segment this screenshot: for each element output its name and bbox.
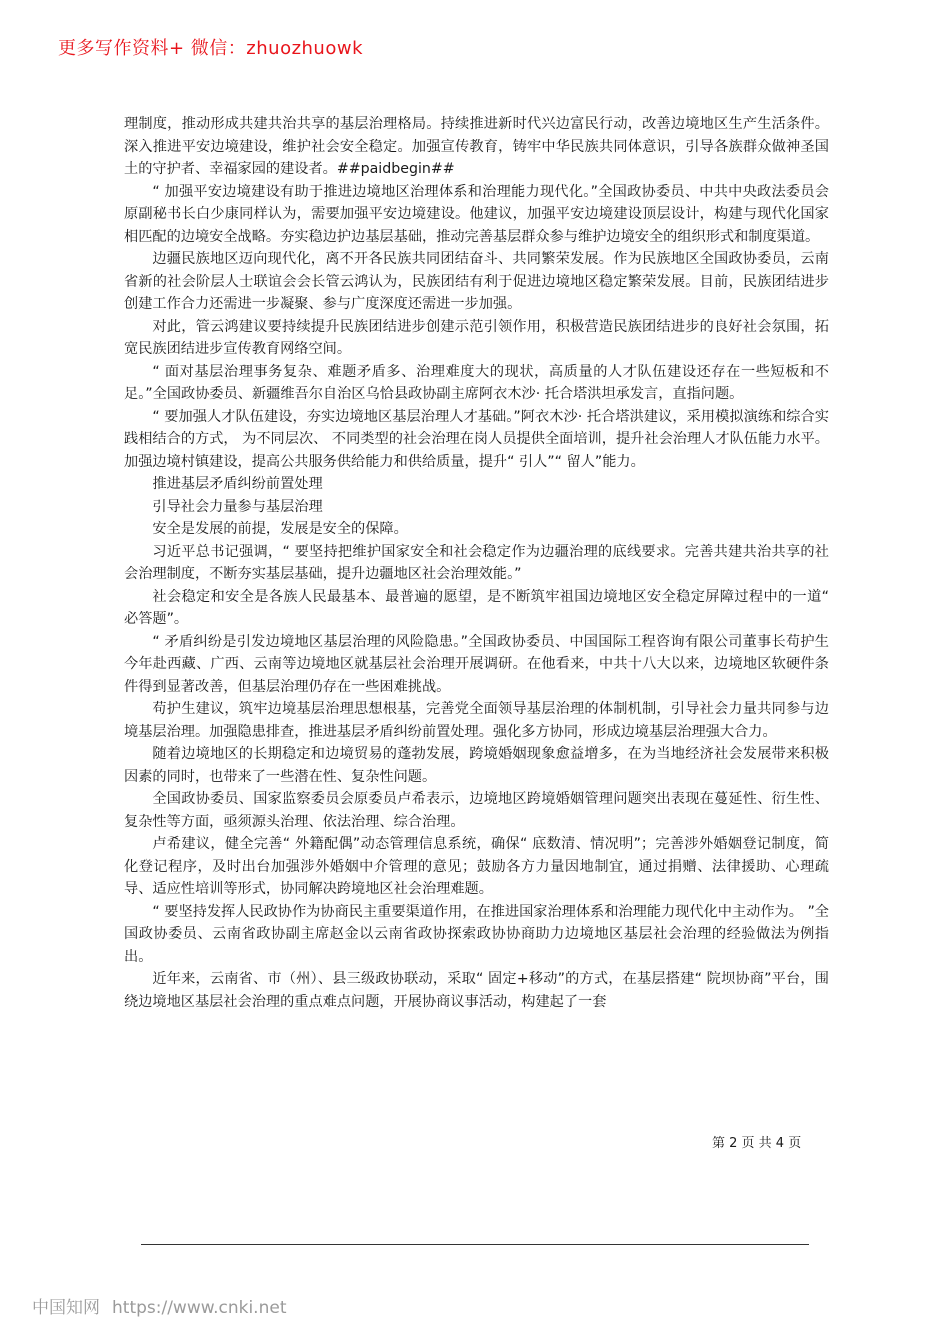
paragraph-17: “ 要坚持发挥人民政协作为协商民主重要渠道作用，在推进国家治理体系和治理能力现代化中主动作为。 ”全国政协委员、云南省政协副主席赵金以云南省政协探索政协协商助力边境地区基层社会治理的经验做法为例指出。 <box>124 903 829 965</box>
paragraph-14: 随着边境地区的长期稳定和边境贸易的蓬勃发展，跨境婚姻现象愈益增多，在为当地经济社会发展带来积极因素的同时，也带来了一些潜在性、复杂性问题。 <box>124 746 829 785</box>
promo-header: 更多写作资料+ 微信：zhuozhuowk <box>58 38 364 59</box>
paragraph-5: “ 面对基层治理事务复杂、难题矛盾多、治理难度大的现状，高质量的人才队伍建设还存在一些短板和不足。”全国政协委员、新疆维吾尔自治区乌恰县政协副主席阿衣木沙· 托合塔洪坦承发言，直指问题。 <box>124 363 829 402</box>
paragraph-6: “ 要加强人才队伍建设，夯实边境地区基层治理人才基础。”阿衣木沙· 托合塔洪建议，采用模拟演练和综合实践相结合的方式， 为不同层次、 不同类型的社会治理在岗人员提供全面培训，提升社会治理人才队伍能力水平。加强边境村镇建设，提高公共服务供给能力和供给质量，提升“ 引人”“ 留人”能力。 <box>124 408 829 470</box>
site-url: https://www.cnki.net <box>112 1298 287 1318</box>
paragraph-9: 安全是发展的前提，发展是安全的保障。 <box>152 521 408 537</box>
paragraph-3: 边疆民族地区迈向现代化，离不开各民族共同团结奋斗、共同繁荣发展。作为民族地区全国政协委员，云南省新的社会阶层人士联谊会会长管云鸿认为，民族团结有利于促进边境地区稳定繁荣发展。目前，民族团结进步创建工作合力还需进一步凝聚、参与广度深度还需进一步加强。 <box>124 251 829 312</box>
paragraph-4: 对此，管云鸿建议要持续提升民族团结进步创建示范引领作用，积极营造民族团结进步的良好社会氛围，拓宽民族团结进步宣传教育网络空间。 <box>124 318 829 357</box>
paragraph-11: 社会稳定和安全是各族人民最基本、最普遍的愿望，是不断筑牢祖国边境地区安全稳定屏障过程中的一道“ 必答题”。 <box>124 588 829 627</box>
paragraph-16: 卢希建议，健全完善“ 外籍配偶”动态管理信息系统，确保“ 底数清、情况明”；完善涉外婚姻登记制度，简化登记程序，及时出台加强涉外婚姻中介管理的意见；鼓励各方力量因地制宜，通过捐赠、法律援助、心理疏导、适应性培训等形式，协同解决跨境地区社会治理难题。 <box>124 836 829 897</box>
footer-divider <box>141 1244 809 1245</box>
site-name: 中国知网 <box>32 1298 100 1318</box>
paragraph-15: 全国政协委员、国家监察委员会原委员卢希表示，边境地区跨境婚姻管理问题突出表现在蔓延性、衍生性、复杂性等方面，亟须源头治理、依法治理、综合治理。 <box>124 791 829 830</box>
paragraph-13: 苟护生建议，筑牢边境基层治理思想根基，完善党全面领导基层治理的体制机制，引导社会力量共同参与边境基层治理。加强隐患排查，推进基层矛盾纠纷前置处理。强化多方协同，形成边境基层治理强大合力。 <box>124 701 829 740</box>
paragraph-2: “ 加强平安边境建设有助于推进边境地区治理体系和治理能力现代化。”全国政协委员、中共中央政法委员会原副秘书长白少康同样认为，需要加强平安边境建设。他建议，加强平安边境建设顶层设计，构建与现代化国家相匹配的边境安全战略。夯实稳边护边基层基础，推动完善基层群众参与维护边境安全的组织形式和制度渠道。 <box>124 183 829 245</box>
footer-watermark <box>32 1293 286 1318</box>
paragraph-18: 近年来，云南省、市（州）、县三级政协联动，采取“ 固定+移动”的方式，在基层搭建“ 院坝协商”平台，围绕边境地区基层社会治理的重点难点问题，开展协商议事活动，构建起了一套 <box>124 971 829 1010</box>
paragraph-12: “ 矛盾纠纷是引发边境地区基层治理的风险隐患。”全国政协委员、中国国际工程咨询有限公司董事长苟护生今年赴西藏、广西、云南等边境地区就基层社会治理开展调研。在他看来，中共十八大以来，边境地区软硬件条件得到显著改善，但基层治理仍存在一些困难挑战。 <box>124 633 829 695</box>
section-heading-2: 引导社会力量参与基层治理 <box>152 498 323 515</box>
paragraph-1: 理制度，推动形成共建共治共享的基层治理格局。持续推进新时代兴边富民行动，改善边境地区生产生活条件。深入推进平安边境建设，维护社会安全稳定。加强宣传教育，铸牢中华民族共同体意识，引导各族群众做神圣国土的守护者、幸福家园的建设者。##paidbegin## <box>124 116 829 177</box>
page-number: 第 2 页 共 4 页 <box>712 1136 802 1151</box>
document-body <box>124 113 829 1013</box>
paragraph-10: 习近平总书记强调，“ 要坚持把维护国家安全和社会稳定作为边疆治理的底线要求。完善共建共治共享的社会治理制度，不断夯实基层基础，提升边疆地区社会治理效能。” <box>124 543 829 582</box>
section-heading-1: 推进基层矛盾纠纷前置处理 <box>152 476 323 492</box>
